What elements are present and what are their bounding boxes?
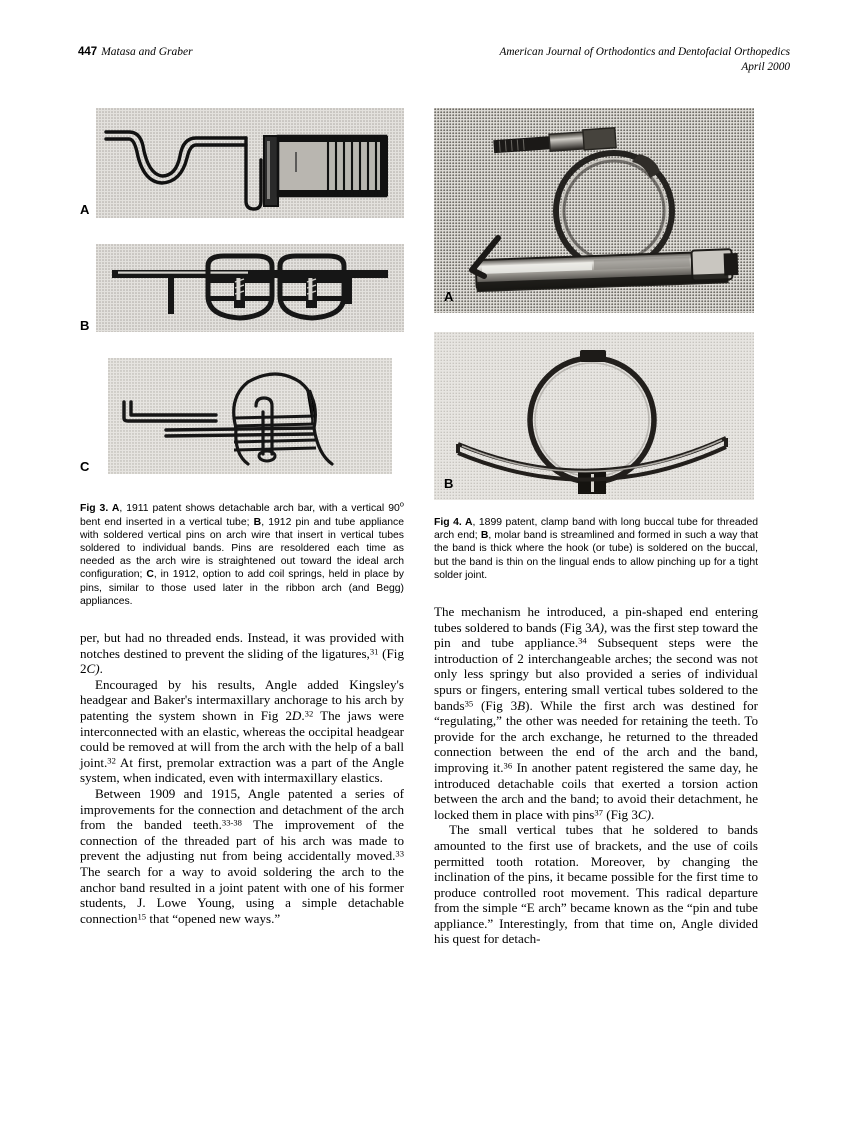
- figure-4a-image: [434, 108, 754, 313]
- figure-3-panel-a-label: A: [80, 202, 90, 217]
- right-body-paragraphs: [434, 604, 758, 947]
- figure-3-panel-a: [80, 108, 404, 230]
- figure-3-panel-c: [80, 358, 404, 486]
- figure-3b-image: [96, 244, 404, 332]
- figure-3a-image: [96, 108, 404, 218]
- page-folio-number: 447: [78, 46, 98, 58]
- body-paragraph: The small vertical tubes that he soldered to bands amounted to the first use of brackets, and the use of coils permitted tooth rotation. Moreover, by changing the inclination of the pins, it became possible for the first time to produce controlled root movement. This radical departure from the simple “E arch” became known as the “pin and tube appliance.” Interestingly, from that time on, Angle divided his quest for detach-: [434, 822, 758, 947]
- figure-3-panel-b: [80, 244, 404, 344]
- running-head-authors: Matasa and Graber: [101, 46, 193, 58]
- journal-title: American Journal of Orthodontics and Dentofacial Orthopedics: [499, 46, 790, 58]
- figure-4-panel-a-label: A: [444, 289, 454, 304]
- left-column: [80, 108, 404, 926]
- figure-4-caption-text: Fig 4. A, 1899 patent, clamp band with long buccal tube for threaded arch end; B, molar band is streamlined and formed in such a way that the band is thick where the hook (or tube) is soldered on the buccal, but the band is thin on the lingual ends to allow pinching up for a tight solder joint.: [434, 517, 758, 581]
- running-head: [78, 45, 790, 85]
- body-paragraph: The mechanism he introduced, a pin-shaped end entering tubes soldered to bands (Fig 3A), was the first step toward the pin and tube appliance.$^{34}$ Subsequent steps were the introduction of 2 interchangeable arches; the second was not only less springy but also provided a series of individual spurs or fingers, entering small vertical tubes soldered to the bands$^{35}$ (Fig 3B). While the first arch was destined for “regulating,” the other was needed for retaining the teeth. To provide for the arch exchange, he returned to the threaded connection between the end of the arch and the band, improving it.$^{36}$ In another patent registered the same day, he introduced detachable coils that exerted a torsion action between the arch and the band; to avoid their detachment, he locked them in place with pins$^{37}$ (Fig 3C).: [434, 604, 759, 822]
- figure-3c-image: [108, 358, 392, 474]
- figure-4: [434, 108, 758, 504]
- running-head-left: [78, 45, 193, 59]
- left-column-body-text: [80, 630, 404, 926]
- figure-3-panel-c-label: C: [80, 459, 90, 474]
- figure-3-panel-b-label: B: [80, 318, 90, 333]
- issue-date: April 2000: [741, 61, 790, 73]
- figure-4-panel-a: [434, 108, 758, 320]
- running-head-right: [499, 45, 790, 75]
- body-paragraph: Between 1909 and 1915, Angle patented a series of improvements for the connection and detachment of the arch from the banded teeth.$^{33-38}$ The improvement of the connection of the threaded part of his arch was made to prevent the adjusting nut from being accidentally moved.$^{33}$ The search for a way to avoid soldering the arch to the anchor band resulted in a joint patent with one of his former students, J. Lowe Young, using a simple detachable connection$^{15}$ that “opened new ways.”: [80, 786, 404, 926]
- body-paragraph: Encouraged by his results, Angle added Kingsley's headgear and Baker's intermaxillary anchorage to his arch by patenting the system shown in Fig 2D.$^{32}$ The jaws were interconnected with an elastic, whereas the occipital headgear could be removed at will from the arch with the help of a ball joint.$^{32}$ At first, premolar extraction was a part of the Angle system, when indicated, even with intermaxillary elastics.: [80, 676, 404, 786]
- figure-3-caption: [80, 498, 404, 608]
- right-column-body-text: [434, 604, 758, 947]
- right-column: [434, 108, 758, 947]
- figure-4-panel-b: [434, 332, 758, 504]
- figure-4-caption: [434, 516, 758, 582]
- left-body-paragraphs: [80, 630, 404, 926]
- figure-4-panel-b-label: B: [444, 476, 454, 491]
- figure-3: [80, 108, 404, 486]
- figure-4b-image: [434, 332, 754, 500]
- figure-3-caption-text: Fig 3. A, 1911 patent shows detachable arch bar, with a vertical 90$^o$ bent end inserted in a vertical tube; B, 1912 pin and tube appliance with soldered vertical pins on arch wire that insert in vertical tubes soldered to individual bands. Pins are resoldered each time as needed as the arch wire is straightened out toward the ideal arch configuration; C, in 1912, option to add coil springs, held in place by pins, similar to those used later in the ribbon arch (and Begg) appliances.: [80, 500, 404, 607]
- body-paragraph: per, but had no threaded ends. Instead, it was provided with notches destined to prevent the sliding of the ligatures,$^{31}$ (Fig 2C).: [80, 630, 404, 677]
